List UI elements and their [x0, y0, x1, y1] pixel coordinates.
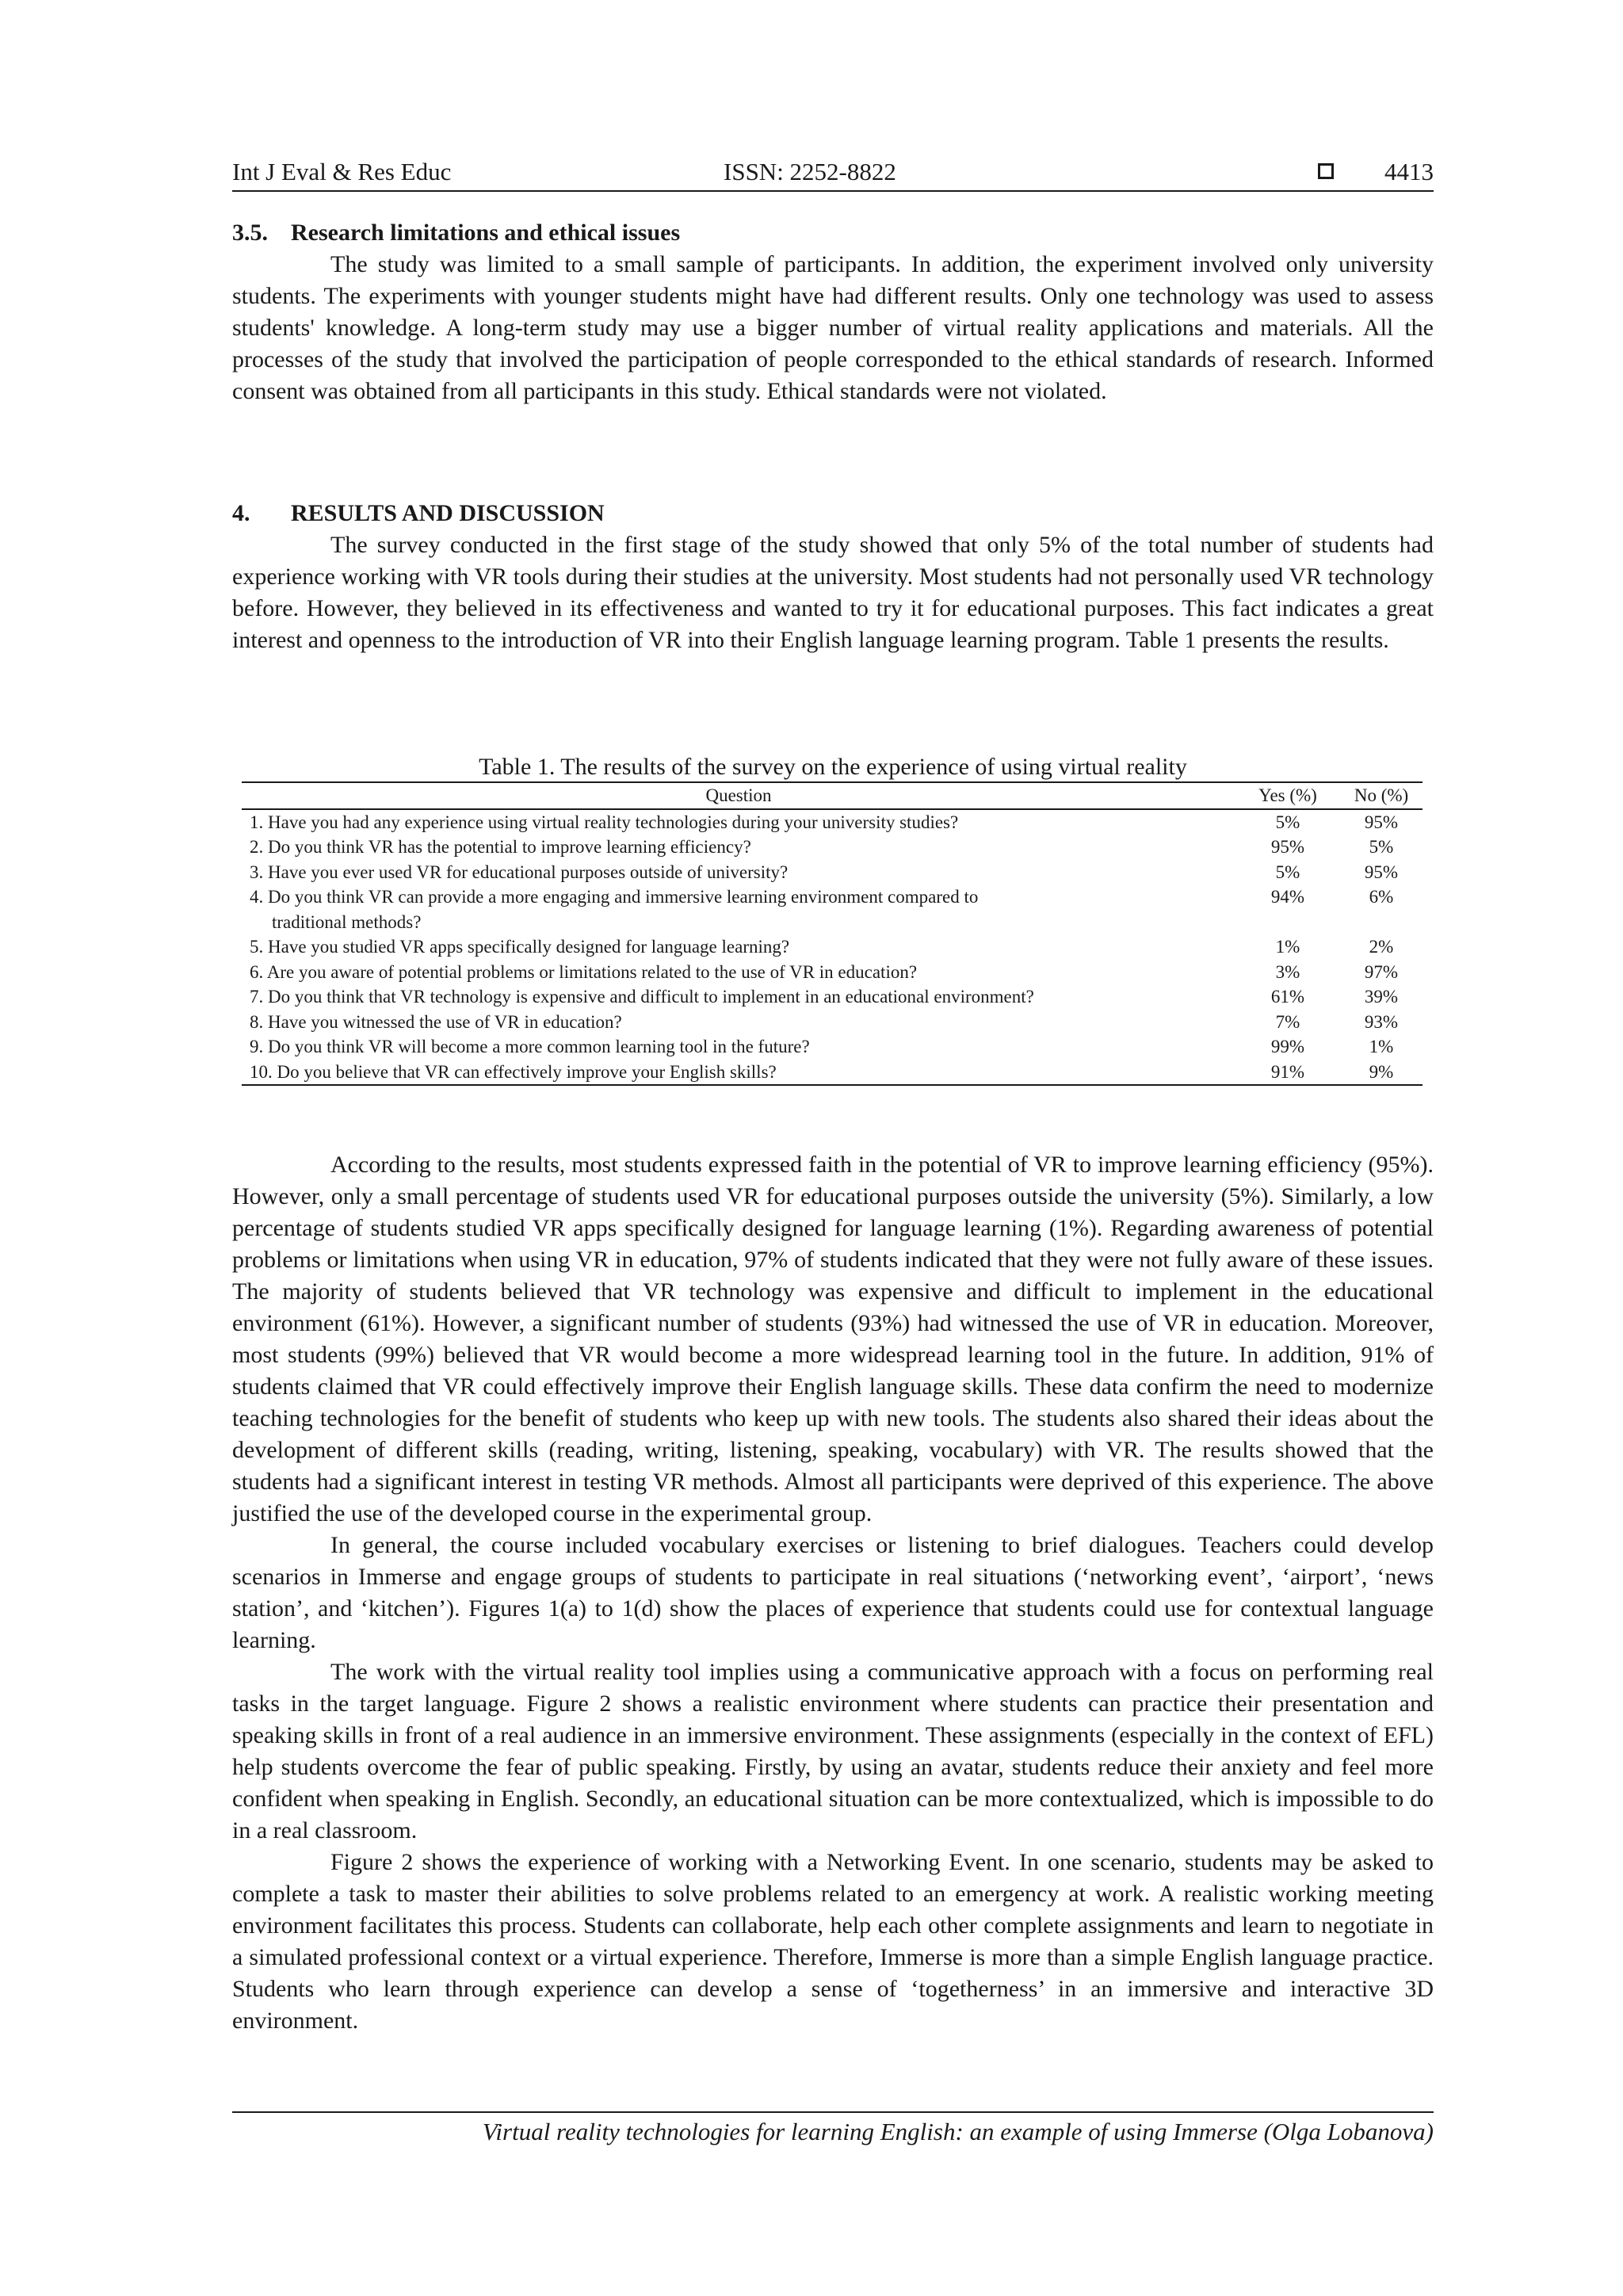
yes-cell: 3% [1275, 961, 1300, 982]
journal-name: Int J Eval & Res Educ [232, 158, 452, 185]
question-cell [242, 860, 1235, 885]
question-cell [242, 1060, 1235, 1086]
no-cell: 93% [1364, 1011, 1399, 1032]
page-number: 4413 [1384, 158, 1434, 185]
table-row [242, 809, 1423, 835]
paragraph: In general, the course included vocabulary exercises or listening to brief dialogues. Teachers could develop scenarios in Immerse and engage groups of students to participate in real situations (‘networking event’, ‘airport’, ‘news station’, and ‘kitchen’). Figures 1(a) to 1(d) show the places of experience that students could use for contextual language learning. [232, 1532, 1434, 1653]
yes-cell: 99% [1270, 1037, 1305, 1056]
table-header-row [242, 782, 1423, 809]
question-cell [242, 984, 1235, 1010]
question-cell [242, 884, 1235, 934]
section-title: Research limitations and ethical issues [291, 220, 681, 246]
question-text: 3. Have you ever used VR for educational purposes outside of university? [250, 861, 789, 882]
question-text: 4. Do you think VR can provide a more engaging and immersive learning environment compared to [250, 887, 979, 907]
question-cell [242, 934, 1235, 960]
issn: ISSN: 2252-8822 [724, 158, 896, 185]
question-cell [242, 1010, 1235, 1035]
paragraph: The study was limited to a small sample of participants. In addition, the experiment involved only university students. The experiments with younger students might have had different results. Only one technology was used to assess students' knowledge. A long-term study may use a bigger number of virtual reality applications and materials. All the processes of the study that involved the participation of people corresponded to the ethical standards of research. Informed consent was obtained from all participants in this study. Ethical standards were not violated. [232, 251, 1434, 404]
table-row [242, 1034, 1423, 1060]
question-cell [242, 960, 1235, 985]
square-bullet-icon [1318, 163, 1334, 179]
header-no: No (%) [1340, 782, 1423, 809]
section-4 [232, 498, 1434, 656]
question-text: 1. Have you had any experience using virtual reality technologies during your university studies? [250, 812, 959, 832]
yes-cell: 5% [1275, 861, 1300, 882]
table-caption: Table 1. The results of the survey on the experience of using virtual reality [479, 754, 1187, 780]
no-cell: 9% [1340, 1060, 1423, 1086]
section-title: RESULTS AND DISCUSSION [291, 500, 605, 526]
no-cell: 2% [1369, 937, 1394, 957]
section-heading [232, 498, 1434, 529]
footer-divider [232, 2111, 1434, 2113]
no-cell: 97% [1364, 961, 1399, 982]
no-cell: 5% [1369, 837, 1394, 857]
table-row [242, 934, 1423, 960]
table-row [242, 984, 1423, 1010]
yes-cell: 5% [1275, 812, 1300, 832]
yes-cell: 95% [1270, 837, 1305, 857]
section-number: 4. [232, 500, 250, 526]
no-cell: 39% [1364, 987, 1399, 1007]
section-number: 3.5. [232, 220, 268, 246]
question-text: 10. Do you believe that VR can effectively improve your English skills? [250, 1061, 777, 1082]
running-footer: Virtual reality technologies for learning English: an example of using Immerse (Olga Lobanova) [482, 2118, 1434, 2145]
header-yes: Yes (%) [1235, 782, 1340, 809]
question-text: 6. Are you aware of potential problems or limitations related to the use of VR in education? [250, 961, 918, 982]
table-row [242, 960, 1423, 985]
table-row [242, 835, 1423, 860]
table-row [242, 1010, 1423, 1035]
question-text: 8. Have you witnessed the use of VR in education? [250, 1011, 622, 1032]
discussion-section [232, 1149, 1434, 2037]
yes-cell: 94% [1270, 887, 1305, 907]
yes-cell: 7% [1275, 1011, 1300, 1032]
survey-table [242, 781, 1423, 1086]
table-row [242, 1060, 1423, 1086]
question-text: 9. Do you think VR will become a more common learning tool in the future? [250, 1037, 810, 1056]
header-divider [232, 190, 1434, 192]
yes-cell: 61% [1270, 987, 1305, 1007]
section-heading [232, 217, 1434, 249]
question-cell [242, 809, 1235, 835]
no-cell: 95% [1364, 861, 1399, 882]
question-cell [242, 1034, 1235, 1060]
paragraph: According to the results, most students expressed faith in the potential of VR to improve learning efficiency (95%). However, only a small percentage of students used VR for educational purposes outside the university (5%). Similarly, a low percentage of students studied VR apps specifically designed for language learning (1%). Regarding awareness of potential problems or limitations when using VR in education, 97% of students indicated that they were not fully aware of these issues. The majority of students believed that VR technology was expensive and difficult to implement in the educational environment (61%). However, a significant number of students (93%) had witnessed the use of VR in education. Moreover, most students (99%) believed that VR would become a more widespread learning tool in the future. In addition, 91% of students claimed that VR could effectively improve their English language skills. These data confirm the need to modernize teaching technologies for the benefit of students who keep up with new tools. The students also shared their ideas about the development of different skills (reading, writing, listening, speaking, vocabulary) with VR. The results showed that the students had a significant interest in testing VR methods. Almost all participants were deprived of this experience. The above justified the use of the developed course in the experimental group. [232, 1152, 1434, 1526]
no-cell: 1% [1369, 1037, 1394, 1056]
no-cell: 6% [1369, 887, 1394, 907]
question-text: 7. Do you think that VR technology is expensive and difficult to implement in an educational environment? [250, 987, 1034, 1007]
table-row [242, 860, 1423, 885]
question-text: 2. Do you think VR has the potential to improve learning efficiency? [250, 837, 751, 857]
yes-cell: 1% [1275, 937, 1300, 957]
paragraph: Figure 2 shows the experience of working with a Networking Event. In one scenario, students may be asked to complete a task to master their abilities to solve problems related to an emergency at work. A realistic working meeting environment facilitates this process. Students can collaborate, help each other complete assignments and learn to negotiate in a simulated professional context or a virtual experience. Therefore, Immerse is more than a simple English language practice. Students who learn through experience can develop a sense of ‘togetherness’ in an immersive and interactive 3D environment. [232, 1849, 1434, 2034]
question-cell [242, 835, 1235, 860]
paragraph: The survey conducted in the first stage of the study showed that only 5% of the total number of students had experience working with VR tools during their studies at the university. Most students had not personally used VR technology before. However, they believed in its effectiveness and wanted to try it for educational purposes. This fact indicates a great interest and openness to the introduction of VR into their English language learning program. Table 1 presents the results. [232, 532, 1434, 653]
question-text-continued: traditional methods? [272, 911, 422, 932]
yes-cell: 91% [1235, 1060, 1340, 1086]
table-row [242, 884, 1423, 934]
paragraph: The work with the virtual reality tool implies using a communicative approach with a focus on performing real tasks in the target language. Figure 2 shows a realistic environment where students can practice their presentation and speaking skills in front of a real audience in an immersive environment. These assignments (especially in the context of EFL) help students overcome the fear of public speaking. Firstly, by using an avatar, students reduce their anxiety and feel more confident when speaking in English. Secondly, an educational situation can be more contextualized, which is impossible to do in a real classroom. [232, 1659, 1434, 1843]
question-text: 5. Have you studied VR apps specifically designed for language learning? [250, 937, 790, 957]
running-header [232, 154, 1434, 190]
section-3-5 [232, 217, 1434, 407]
header-question: Question [242, 782, 1235, 809]
no-cell: 95% [1364, 812, 1399, 832]
